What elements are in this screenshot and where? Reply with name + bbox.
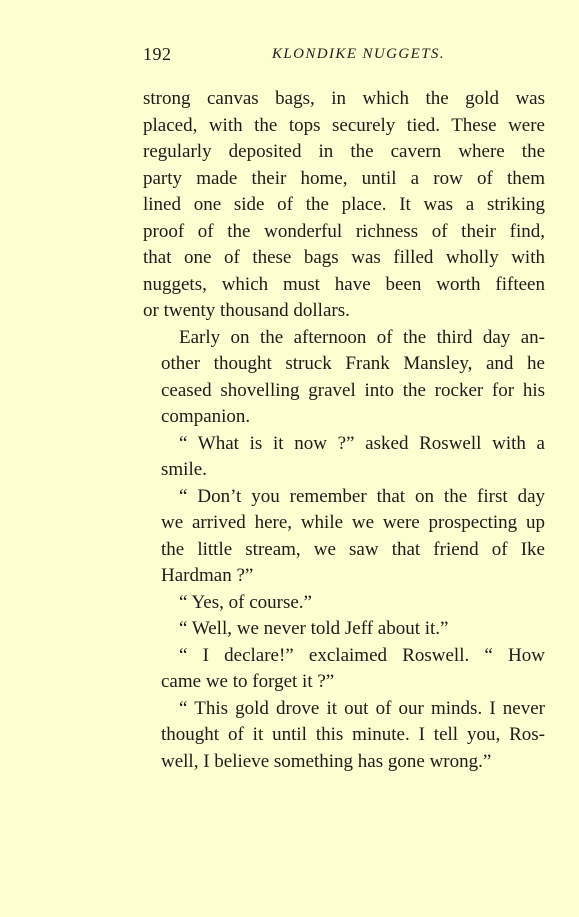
paragraph (143, 86, 545, 325)
paragraph (143, 616, 545, 643)
text-line: we arrived here, while we were prospecting up (161, 512, 545, 533)
text-line: other thought struck Frank Mansley, and he (161, 353, 545, 374)
text-line: that one of these bags was filled wholly with (143, 247, 545, 268)
text-line: Early on the afternoon of the third day an- (179, 326, 545, 348)
text-line: thought of it until this minute. I tell you, Ros- (161, 724, 545, 745)
text-line: regularly deposited in the cavern where the (143, 141, 545, 162)
text-line: “ Yes, of course.” (179, 591, 312, 613)
text-line: party made their home, until a row of them (143, 167, 545, 189)
text-line: came we to forget it ?” (161, 671, 335, 692)
text-line: smile. (161, 459, 207, 480)
text-line: ceased shovelling gravel into the rocker for his (161, 379, 545, 401)
text-line: strong canvas bags, in which the gold was (143, 88, 545, 109)
text-line: companion. (161, 406, 251, 427)
text-line: nuggets, which must have been worth fifteen (143, 273, 545, 295)
text-line: “ Well, we never told Jeff about it.” (179, 618, 449, 639)
paragraph (143, 696, 545, 776)
text-line: “ Don’t you remember that on the first day (179, 485, 545, 507)
text-line: “ I declare!” exclaimed Roswell. “ How (179, 644, 545, 666)
running-head: KLONDIKE NUGGETS. (272, 46, 445, 62)
paragraph (143, 590, 545, 617)
text-line: or twenty thousand dollars. (143, 300, 350, 321)
text-line: “ What is it now ?” asked Roswell with a (179, 432, 545, 454)
page-number: 192 (143, 44, 172, 64)
text-line: Hardman ?” (161, 565, 254, 586)
text-line: well, I believe something has gone wrong.” (161, 750, 492, 772)
paragraph (143, 643, 545, 696)
body-text (143, 86, 545, 775)
text-line: the little stream, we saw that friend of Ike (161, 538, 545, 560)
paragraph (143, 431, 545, 484)
text-line: lined one side of the place. It was a striking (143, 194, 545, 215)
paragraph (143, 325, 545, 431)
text-line: “ This gold drove it out of our minds. I never (179, 697, 545, 719)
text-line: placed, with the tops securely tied. These were (143, 114, 545, 136)
text-line: proof of the wonderful richness of their find, (143, 220, 545, 242)
page-header (143, 44, 445, 70)
paragraph (143, 484, 545, 590)
